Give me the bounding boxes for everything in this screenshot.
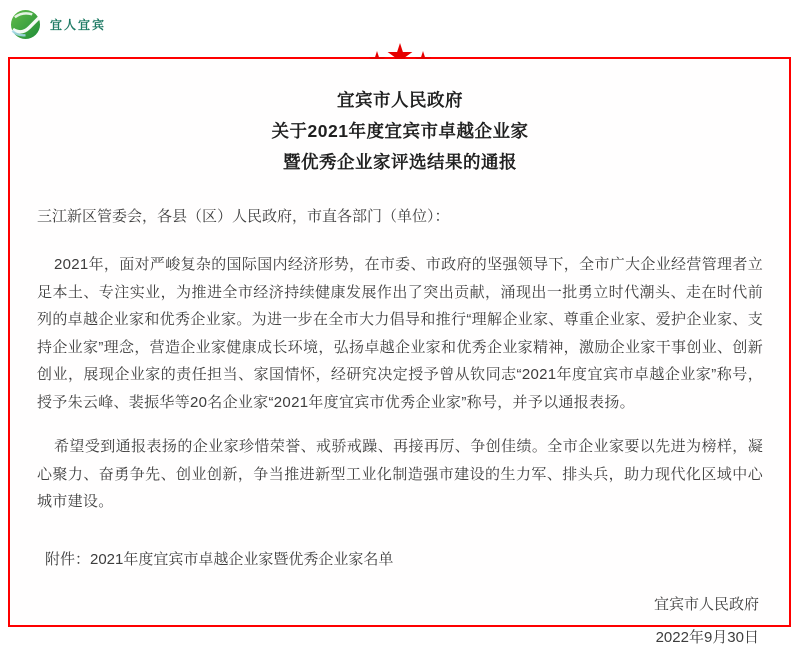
addressee-line: 三江新区管委会，各县（区）人民政府，市直各部门（单位）： [37,208,450,225]
document-box [8,57,791,646]
title-line-2: 关于2021年度宜宾市卓越企业家 [271,121,529,141]
document-content [10,59,789,654]
stars-decoration-icon [355,43,445,59]
site-logo-text[interactable]: 宜人宜宾 [50,18,107,32]
body-paragraph-2: 希望受到通报表扬的企业家珍惜荣誉、戒骄戒躁、再接再厉、争创佳绩。全市企业家要以先进为榜样，凝心聚力、奋勇争先、创业创新，争当推进新型工业化制造强市建设的生力军、排头兵，助力现代化区域中心城市建设。 [37,438,763,510]
signature-date: 2022年9月30日 [655,628,759,646]
site-header [10,9,106,40]
title-line-3: 暨优秀企业家评选结果的通报 [283,152,517,172]
title-line-1: 宜宾市人民政府 [337,90,463,110]
attachment-line: 附件：2021年度宜宾市卓越企业家暨优秀企业家名单 [45,550,394,568]
signer-name: 宜宾市人民政府 [653,595,759,613]
site-logo-icon[interactable] [10,9,41,40]
signature-block [37,588,763,654]
document-title [37,85,763,178]
body-paragraph-1: 2021年，面对严峻复杂的国际国内经济形势，在市委、市政府的坚强领导下，全市广大企业经营管理者立足本土、专注实业，为推进全市经济持续健康发展作出了突出贡献，涌现出一批勇立时代潮头、走在时代前列的卓越企业家和优秀企业家。为进一步在全市大力倡导和推行“理解企业家、尊重企业家、爱护企业家、支持企业家”理念，营造企业家健康成长环境，弘扬卓越企业家和优秀企业家精神，激励企业家干事创业、创新创业，展现企业家的责任担当、家国情怀，经研究决定授予曾从钦同志“2021年度宜宾市卓越企业家”称号，授予朱云峰、裴振华等20名企业家“2021年度宜宾市优秀企业家”称号，并予以通报表扬。 [37,256,763,411]
